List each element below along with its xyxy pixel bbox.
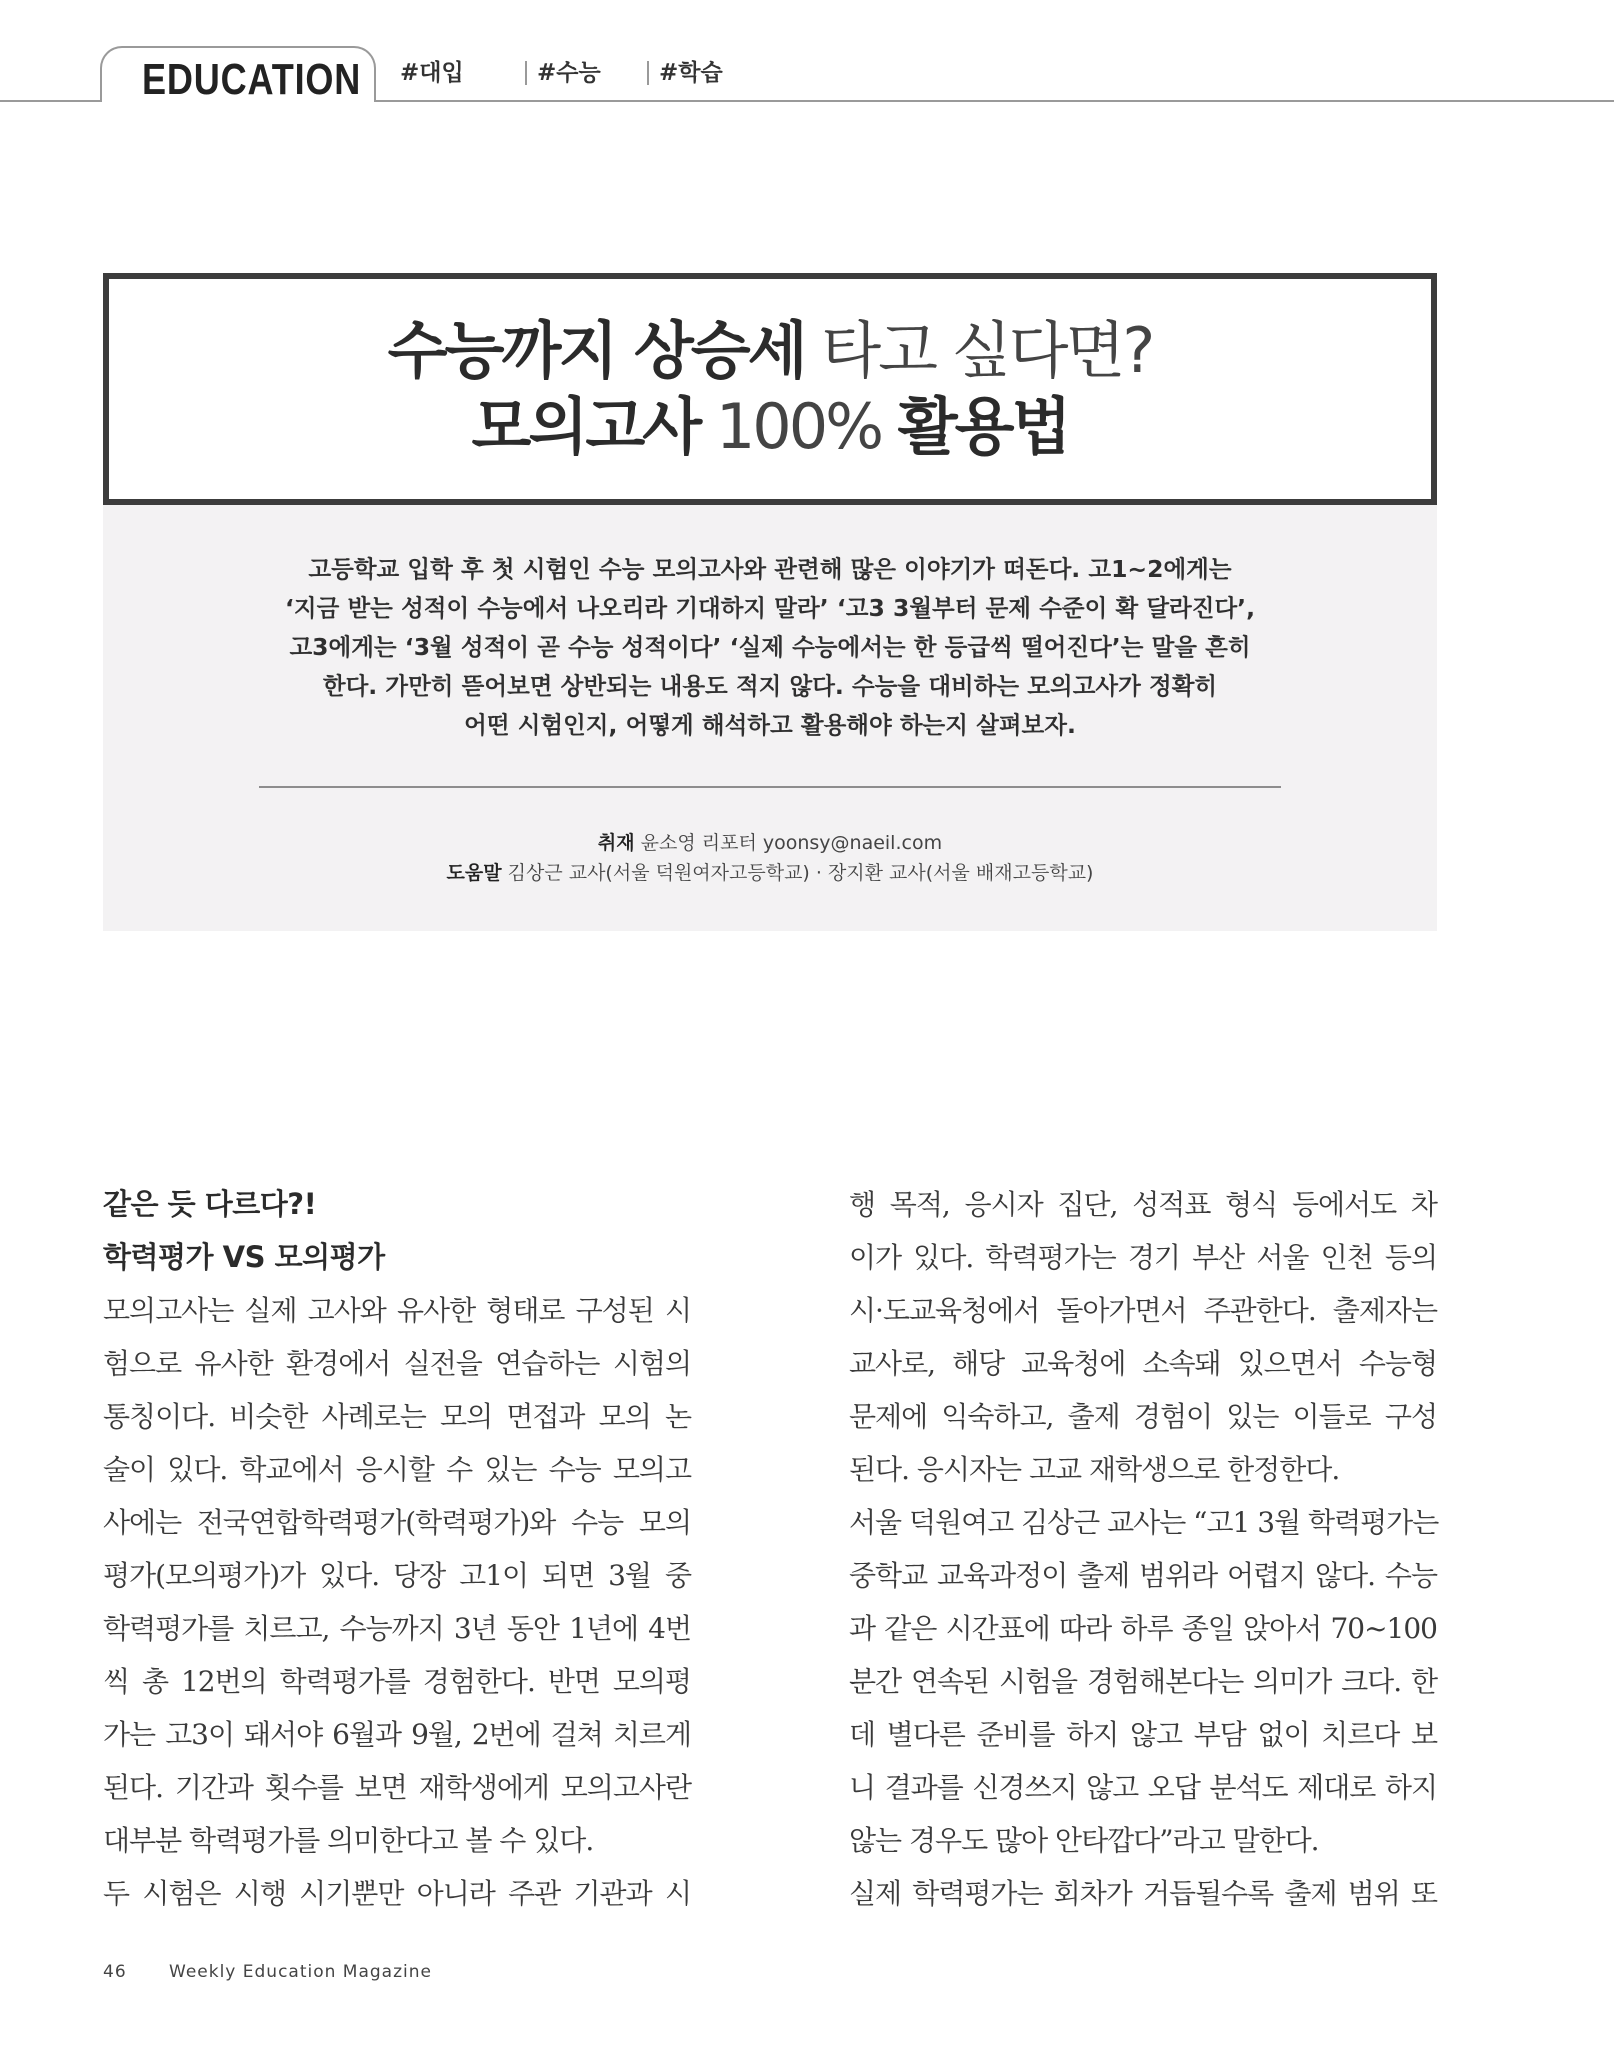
title-part: 수능까지 상승세 bbox=[387, 314, 805, 387]
body-column-right bbox=[849, 1178, 1437, 1920]
title-line-1 bbox=[388, 313, 1153, 389]
body-line: 서울 덕원여고 김상근 교사는 “고1 3월 학력평가는 bbox=[849, 1506, 1439, 1539]
body-line: 통칭이다. 비슷한 사례로는 모의 면접과 모의 논 bbox=[103, 1400, 691, 1433]
body-line: 씩 총 12번의 학력평가를 경험한다. 반면 모의평 bbox=[103, 1665, 691, 1698]
body-line: 학력평가를 치르고, 수능까지 3년 동안 1년에 4번 bbox=[103, 1612, 691, 1645]
page-footer bbox=[103, 1962, 432, 1982]
reporter-label: 취재 bbox=[597, 832, 635, 854]
body-line: 않는 경우도 많아 안타깝다”라고 말한다. bbox=[849, 1824, 1319, 1857]
body-line: 사에는 전국연합학력평가(학력평가)와 수능 모의 bbox=[103, 1506, 691, 1539]
body-line: 가는 고3이 돼서야 6월과 9월, 2번에 걸쳐 치르게 bbox=[103, 1718, 691, 1751]
tag-separator bbox=[525, 61, 527, 85]
magazine-name: Weekly Education Magazine bbox=[169, 1962, 432, 1982]
help-label: 도움말 bbox=[446, 862, 502, 884]
lead-line: 고등학교 입학 후 첫 시험인 수능 모의고사와 관련해 많은 이야기가 떠돈다. 고1~2에게는 bbox=[308, 555, 1232, 583]
lead-line: ‘지금 받는 성적이 수능에서 나오리라 기대하지 말라’ ‘고3 3월부터 문제 수준이 확 달라진다’, bbox=[284, 594, 1256, 622]
body-line: 실제 학력평가는 회차가 거듭될수록 출제 범위 또 bbox=[849, 1877, 1437, 1910]
lead-line: 어떤 시험인지, 어떻게 해석하고 활용해야 하는지 살펴보자. bbox=[464, 711, 1076, 739]
body-line: 험으로 유사한 환경에서 실전을 연습하는 시험의 bbox=[103, 1347, 691, 1380]
credits bbox=[103, 828, 1437, 888]
title-part: 100% bbox=[699, 390, 898, 463]
body-line: 된다. 응시자는 고교 재학생으로 한정한다. bbox=[849, 1453, 1340, 1486]
header-tags bbox=[400, 58, 723, 88]
subheading: 학력평가 VS 모의평가 bbox=[103, 1240, 385, 1274]
tag-separator bbox=[647, 61, 649, 85]
body-line: 대부분 학력평가를 의미한다고 볼 수 있다. bbox=[103, 1824, 594, 1857]
body-line: 모의고사는 실제 고사와 유사한 형태로 구성된 시 bbox=[103, 1294, 691, 1327]
section-label: EDUCATION bbox=[142, 55, 362, 104]
subheading: 같은 듯 다르다?! bbox=[103, 1187, 317, 1221]
body-line: 행 목적, 응시자 집단, 성적표 형식 등에서도 차 bbox=[849, 1188, 1437, 1221]
article-title-box bbox=[103, 273, 1437, 505]
section-tab bbox=[100, 46, 376, 102]
tag-admission[interactable]: #대입 bbox=[400, 60, 464, 86]
lead-box bbox=[103, 505, 1437, 931]
body-line: 술이 있다. 학교에서 응시할 수 있는 수능 모의고 bbox=[103, 1453, 691, 1486]
body-line: 두 시험은 시행 시기뿐만 아니라 주관 기관과 시 bbox=[103, 1877, 691, 1910]
lead-line: 고3에게는 ‘3월 성적이 곧 수능 성적이다’ ‘실제 수능에서는 한 등급씩 떨어진다’는 말을 흔히 bbox=[289, 633, 1251, 661]
body-line: 교사로, 해당 교육청에 소속돼 있으면서 수능형 bbox=[849, 1347, 1437, 1380]
reporter-text: 윤소영 리포터 yoonsy@naeil.com bbox=[634, 832, 943, 854]
reporter-credit bbox=[103, 828, 1437, 858]
lead-divider bbox=[259, 786, 1281, 788]
body-line: 데 별다른 준비를 하지 않고 부담 없이 치르다 보 bbox=[849, 1718, 1437, 1751]
lead-line: 한다. 가만히 뜯어보면 상반되는 내용도 적지 않다. 수능을 대비하는 모의고사가 정확히 bbox=[322, 672, 1218, 700]
body-line: 된다. 기간과 횟수를 보면 재학생에게 모의고사란 bbox=[103, 1771, 691, 1804]
page-number: 46 bbox=[103, 1962, 127, 1982]
body-line: 문제에 익숙하고, 출제 경험이 있는 이들로 구성 bbox=[849, 1400, 1437, 1433]
tag-study[interactable]: #학습 bbox=[659, 60, 723, 86]
lead-paragraph bbox=[103, 550, 1437, 745]
help-credit bbox=[103, 858, 1437, 888]
title-line-2 bbox=[472, 389, 1069, 465]
tag-csat[interactable]: #수능 bbox=[537, 60, 601, 86]
help-text: 김상근 교사(서울 덕원여자고등학교) · 장지환 교사(서울 배재고등학교) bbox=[501, 862, 1094, 884]
title-part: 타고 싶다면? bbox=[804, 314, 1153, 387]
body-line: 시·도교육청에서 돌아가면서 주관한다. 출제자는 bbox=[849, 1294, 1437, 1327]
body-line: 분간 연속된 시험을 경험해본다는 의미가 크다. 한 bbox=[849, 1665, 1437, 1698]
title-part: 모의고사 bbox=[471, 390, 700, 463]
title-part: 활용법 bbox=[897, 390, 1069, 463]
body-line: 과 같은 시간표에 따라 하루 종일 앉아서 70~100 bbox=[849, 1612, 1437, 1645]
body-line: 니 결과를 신경쓰지 않고 오답 분석도 제대로 하지 bbox=[849, 1771, 1437, 1804]
body-column-left bbox=[103, 1178, 691, 1920]
body-line: 평가(모의평가)가 있다. 당장 고1이 되면 3월 중 bbox=[103, 1559, 691, 1592]
body-line: 이가 있다. 학력평가는 경기 부산 서울 인천 등의 bbox=[849, 1241, 1437, 1274]
body-line: 중학교 교육과정이 출제 범위라 어렵지 않다. 수능 bbox=[849, 1559, 1437, 1592]
